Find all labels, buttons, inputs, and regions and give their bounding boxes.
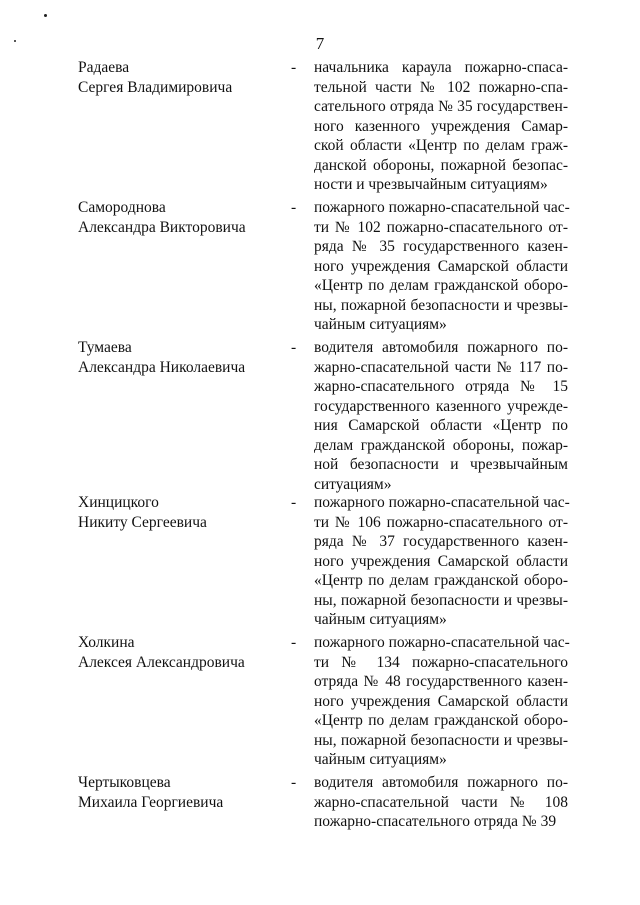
person-name-line: Александра Николаевича	[78, 358, 246, 376]
page-number: 7	[315, 34, 325, 53]
position-description-line: чайным ситуациям»	[314, 316, 447, 333]
person-name	[78, 198, 268, 237]
person-name-line: Самороднова	[78, 199, 166, 216]
position-description	[314, 58, 568, 195]
position-description-line: делам гражданской обороны, пожар-	[314, 436, 568, 454]
position-description	[314, 633, 568, 770]
position-description-line: ного казенного учреждения Самар-	[314, 117, 568, 135]
position-description-line: «Центр по делам гражданской оборо-	[314, 712, 568, 729]
position-description-line: тельной части № 102 пожарно-спа-	[314, 78, 568, 96]
person-name	[78, 633, 268, 672]
position-description-line: ны, пожарной безопасности и чрезвы-	[314, 296, 568, 314]
person-name-line: Чертыковцева	[78, 774, 171, 791]
position-description-line: ти № 102 пожарно-спасательного от-	[314, 218, 568, 236]
position-description-line: начальника караула пожарно-спаса-	[314, 59, 568, 76]
entry-dash: -	[291, 59, 297, 76]
position-description	[314, 773, 568, 832]
scan-speck	[44, 14, 47, 17]
position-description-line: ного учреждения Самарской области	[314, 257, 568, 275]
person-name-line: Хинцицкого	[78, 494, 159, 511]
position-description	[314, 198, 568, 335]
person-name	[78, 58, 268, 97]
person-name	[78, 773, 268, 812]
position-description-line: ного учреждения Самарской области	[314, 552, 568, 570]
position-description-line: ны, пожарной безопасности и чрезвы-	[314, 731, 568, 749]
position-description-line: чайным ситуациям»	[314, 611, 447, 628]
entry-dash: -	[291, 339, 297, 356]
position-description-line: «Центр по делам гражданской оборо-	[314, 277, 568, 294]
position-description-line: государственного казенного учрежде-	[314, 397, 568, 415]
position-description-line: ния Самарской области «Центр по	[314, 417, 568, 434]
person-name-line: Михаила Георгиевича	[78, 793, 224, 811]
position-description-line: пожарно-спасательного отряда № 39	[314, 813, 557, 830]
person-name	[78, 338, 268, 377]
position-description	[314, 493, 568, 630]
position-description-line: пожарного пожарно-спасательной час-	[314, 494, 570, 511]
position-description-line: данской обороны, пожарной безопас-	[314, 156, 568, 174]
position-description-line: ны, пожарной безопасности и чрезвы-	[314, 591, 568, 609]
entry-dash: -	[291, 199, 297, 216]
person-name-line: Радаева	[78, 59, 130, 76]
position-description-line: водителя автомобиля пожарного по-	[314, 774, 568, 791]
position-description-line: ти № 106 пожарно-спасательного от-	[314, 513, 568, 531]
position-description-line: ряда № 37 государственного казен-	[314, 533, 568, 550]
entry-dash: -	[291, 774, 297, 791]
entry-dash: -	[291, 634, 297, 651]
position-description-line: чайным ситуациям»	[314, 751, 447, 768]
entry-dash: -	[291, 494, 297, 511]
position-description-line: водителя автомобиля пожарного по-	[314, 339, 568, 356]
position-description-line: жарно-спасательного отряда № 15	[314, 378, 568, 395]
position-description-line: сательного отряда № 35 государствен-	[314, 98, 568, 115]
position-description-line: «Центр по делам гражданской оборо-	[314, 572, 568, 589]
person-name-line: Александра Викторовича	[78, 218, 246, 236]
position-description-line: ности и чрезвычайным ситуациям»	[314, 176, 548, 193]
person-name-line: Тумаева	[78, 339, 132, 356]
person-name-line: Сергея Владимировича	[78, 78, 233, 96]
person-name-line: Холкина	[78, 634, 135, 651]
position-description-line: пожарного пожарно-спасательной час-	[314, 199, 570, 216]
position-description-line: жарно-спасательной части № 117 по-	[314, 358, 568, 376]
position-description-line: ской области «Центр по делам граж-	[314, 137, 568, 154]
person-name-line: Никиту Сергеевича	[78, 513, 207, 531]
position-description-line: пожарного пожарно-спасательной час-	[314, 634, 570, 651]
position-description	[314, 338, 568, 494]
position-description-line: ти № 134 пожарно-спасательного	[314, 653, 568, 671]
position-description-line: ного учреждения Самарской области	[314, 692, 568, 710]
person-name	[78, 493, 268, 532]
person-name-line: Алексея Александровича	[78, 653, 245, 671]
position-description-line: жарно-спасательной части № 108	[314, 793, 568, 811]
position-description-line: ряда № 35 государственного казен-	[314, 238, 568, 255]
position-description-line: ной безопасности и чрезвычайным	[314, 456, 568, 473]
position-description-line: ситуациям»	[314, 475, 392, 493]
position-description-line: отряда № 48 государственного казен-	[314, 673, 568, 690]
